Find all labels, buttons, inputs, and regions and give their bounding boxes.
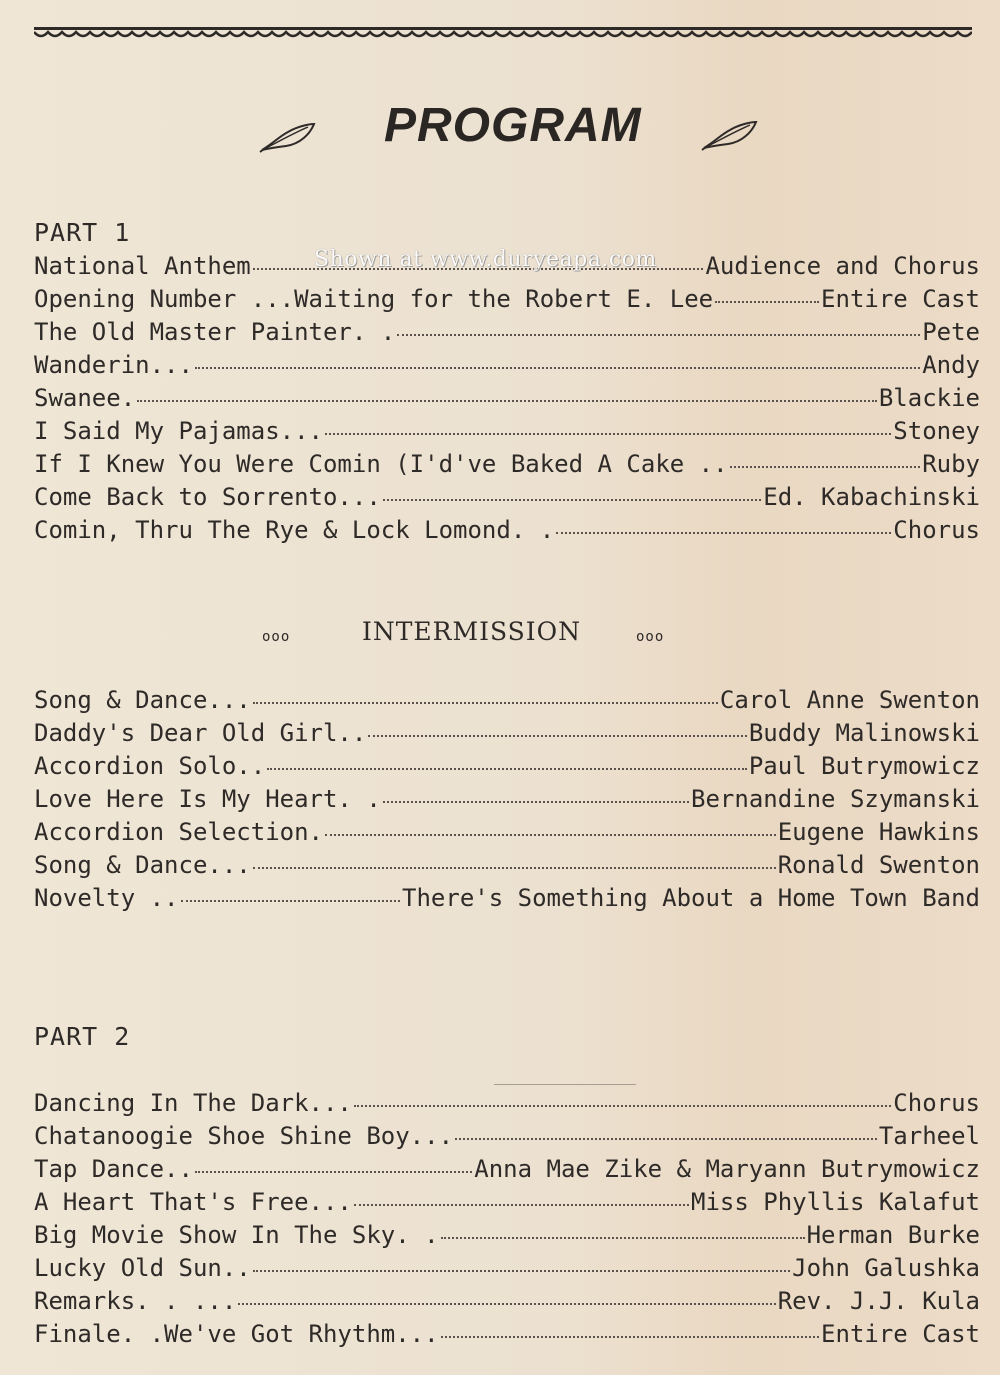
program-entry <box>34 450 980 483</box>
watermark: Shown at www.duryeapa.com <box>314 247 657 272</box>
program-entry <box>34 1188 980 1221</box>
entry-title: If I Knew You Were Comin (I'd've Baked A Cake .. <box>34 450 728 478</box>
dot-leader <box>715 300 819 303</box>
part2-heading: PART 2 <box>34 1022 131 1051</box>
dot-leader <box>253 701 718 704</box>
program-entry <box>34 351 980 384</box>
part2-list <box>34 1089 980 1353</box>
program-entry <box>34 1155 980 1188</box>
entry-title: A Heart That's Free... <box>34 1188 352 1216</box>
entry-performer: Buddy Malinowski <box>748 719 980 747</box>
program-entry <box>34 516 980 549</box>
entry-performer: Ronald Swenton <box>777 851 980 879</box>
part1-list <box>34 252 980 549</box>
program-entry <box>34 752 980 785</box>
ornament-left: ooo <box>262 629 291 645</box>
program-entry <box>34 384 980 417</box>
entry-performer: Bernandine Szymanski <box>691 785 980 813</box>
program-entry <box>34 1089 980 1122</box>
program-entry <box>34 1254 980 1287</box>
entry-performer: Paul Butrymowicz <box>748 752 980 780</box>
divider <box>494 1084 636 1085</box>
program-entry <box>34 318 980 351</box>
dot-leader <box>267 767 747 770</box>
entry-performer: Entire Cast <box>821 1320 980 1348</box>
intermission-header <box>0 617 1000 651</box>
entry-performer: Rev. J.J. Kula <box>777 1287 980 1315</box>
entry-title: Comin, Thru The Rye & Lock Lomond. . <box>34 516 555 544</box>
entry-title: Love Here Is My Heart. . <box>34 785 381 813</box>
program-entry <box>34 818 980 851</box>
dot-leader <box>368 734 746 737</box>
entry-performer: Stoney <box>893 417 980 445</box>
page-title: PROGRAM <box>384 99 642 152</box>
dot-leader <box>556 531 891 534</box>
dot-leader <box>383 498 761 501</box>
dot-leader <box>383 800 689 803</box>
entry-title: Opening Number ...Waiting for the Robert E. Lee <box>34 285 714 313</box>
entry-title: Dancing In The Dark... <box>34 1089 352 1117</box>
program-entry <box>34 719 980 752</box>
leaf-left-icon <box>258 118 318 154</box>
program-header <box>0 98 1000 168</box>
entry-performer: Carol Anne Swenton <box>719 686 980 714</box>
dot-leader <box>354 1104 891 1107</box>
entry-title: Accordion Solo.. <box>34 752 266 780</box>
entry-title: Wanderin... <box>34 351 193 379</box>
dot-leader <box>137 399 877 402</box>
entry-title: Tap Dance.. <box>34 1155 193 1183</box>
dot-leader <box>354 1203 689 1206</box>
entry-performer: Miss Phyllis Kalafut <box>691 1188 980 1216</box>
dot-leader <box>730 465 921 468</box>
program-entry <box>34 417 980 450</box>
program-entry <box>34 1221 980 1254</box>
dot-leader <box>195 366 920 369</box>
entry-performer: There's Something About a Home Town Band <box>402 884 980 912</box>
entry-title: Song & Dance... <box>34 686 251 714</box>
program-entry <box>34 785 980 818</box>
entry-performer: Pete <box>922 318 980 346</box>
ornament-right: ooo <box>636 629 665 645</box>
part1-heading: PART 1 <box>34 218 131 247</box>
entry-title: Big Movie Show In The Sky. . <box>34 1221 439 1249</box>
entry-title: National Anthem <box>34 252 251 280</box>
entry-performer: Anna Mae Zike & Maryann Butrymowicz <box>474 1155 980 1183</box>
entry-performer: Herman Burke <box>806 1221 980 1249</box>
program-entry <box>34 851 980 884</box>
entry-performer: Andy <box>922 351 980 379</box>
intermission-label: INTERMISSION <box>362 617 582 646</box>
entry-performer: Entire Cast <box>821 285 980 313</box>
entry-performer: Ruby <box>922 450 980 478</box>
dot-leader <box>181 899 401 902</box>
dot-leader <box>195 1170 472 1173</box>
entry-performer: Blackie <box>878 384 980 412</box>
entry-performer: Ed. Kabachinski <box>763 483 980 511</box>
intermission-list <box>34 686 980 917</box>
entry-performer: Tarheel <box>878 1122 980 1150</box>
entry-title: I Said My Pajamas... <box>34 417 323 445</box>
dot-leader <box>441 1236 805 1239</box>
entry-performer: Audience and Chorus <box>705 252 980 280</box>
program-entry <box>34 884 980 917</box>
program-entry <box>34 483 980 516</box>
entry-title: Accordion Selection. <box>34 818 323 846</box>
program-entry <box>34 1287 980 1320</box>
leaf-right-icon <box>700 116 760 152</box>
entry-performer: Eugene Hawkins <box>777 818 980 846</box>
entry-performer: Chorus <box>893 1089 980 1117</box>
entry-title: Finale. .We've Got Rhythm... <box>34 1320 439 1348</box>
entry-title: Come Back to Sorrento... <box>34 483 381 511</box>
dot-leader <box>253 866 776 869</box>
dot-leader <box>253 1269 790 1272</box>
program-entry <box>34 686 980 719</box>
entry-performer: John Galushka <box>792 1254 980 1282</box>
dot-leader <box>325 432 891 435</box>
dot-leader <box>455 1137 877 1140</box>
scalloped-border <box>34 24 972 40</box>
entry-title: Lucky Old Sun.. <box>34 1254 251 1282</box>
entry-title: Swanee. <box>34 384 136 412</box>
program-entry <box>34 285 980 318</box>
program-entry <box>34 1320 980 1353</box>
dot-leader <box>325 833 776 836</box>
dot-leader <box>238 1302 775 1305</box>
entry-title: Song & Dance... <box>34 851 251 879</box>
entry-title: The Old Master Painter. . <box>34 318 396 346</box>
entry-performer: Chorus <box>893 516 980 544</box>
entry-title: Daddy's Dear Old Girl.. <box>34 719 367 747</box>
entry-title: Novelty .. <box>34 884 179 912</box>
entry-title: Chatanoogie Shoe Shine Boy... <box>34 1122 454 1150</box>
program-entry <box>34 1122 980 1155</box>
dot-leader <box>441 1335 819 1338</box>
dot-leader <box>397 333 920 336</box>
entry-title: Remarks. . ... <box>34 1287 237 1315</box>
